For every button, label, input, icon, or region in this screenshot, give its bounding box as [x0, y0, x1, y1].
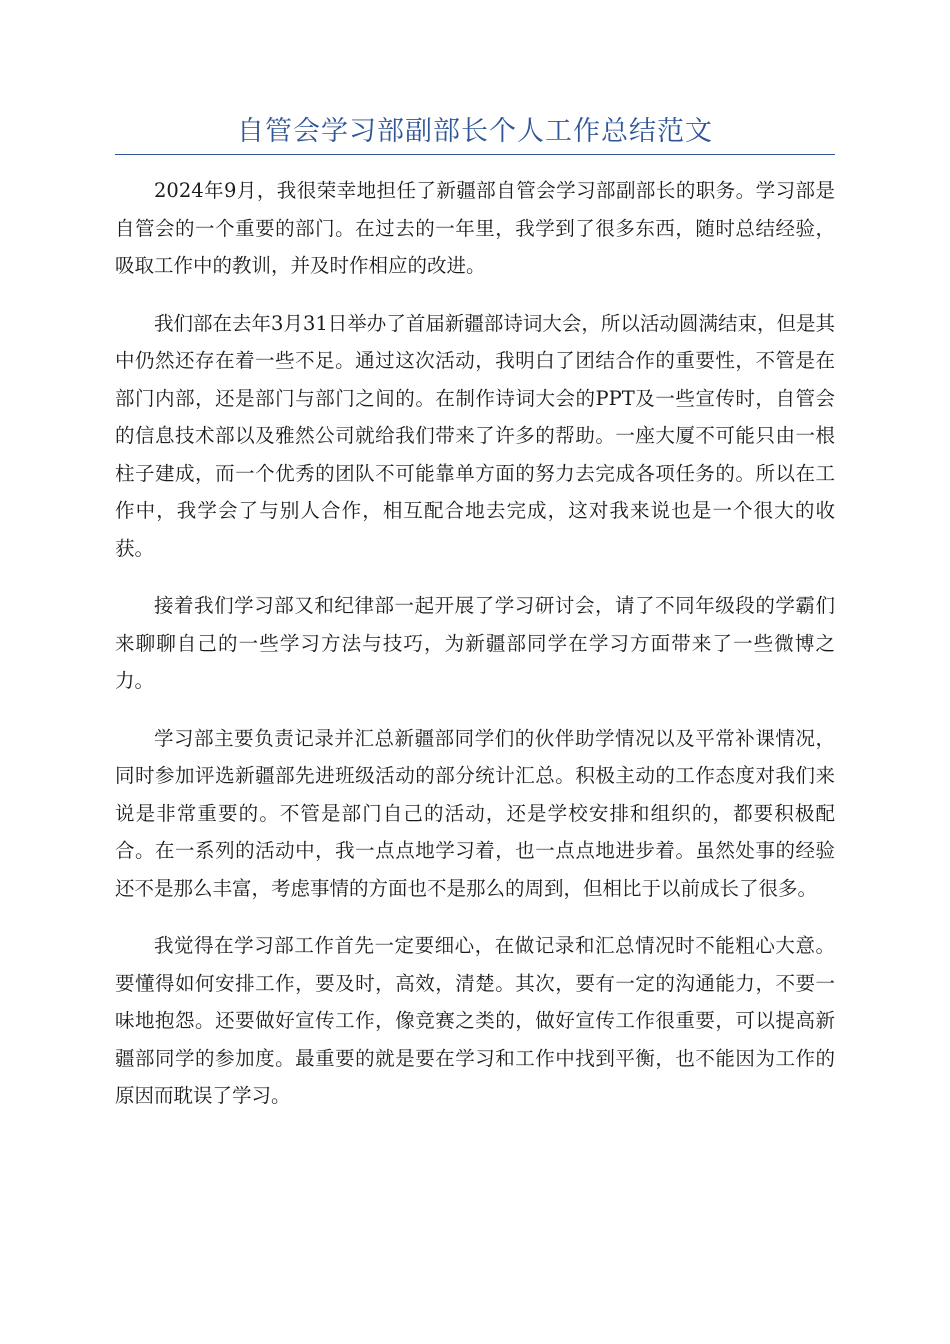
- document-body: [115, 172, 835, 1135]
- paragraph: 我们部在去年3月31日举办了首届新疆部诗词大会，所以活动圆满结束，但是其中仍然还存在着一些不足。通过这次活动，我明白了团结合作的重要性，不管是在部门内部，还是部门与部门之间的。在制作诗词大会的PPT及一些宣传时，自管会的信息技术部以及雅然公司就给我们带来了许多的帮助。一座大厦不可能只由一根柱子建成，而一个优秀的团队不可能靠单方面的努力去完成各项任务的。所以在工作中，我学会了与别人合作，相互配合地去完成，这对我来说也是一个很大的收获。: [115, 311, 835, 560]
- paragraph: 学习部主要负责记录并汇总新疆部同学们的伙伴助学情况以及平常补课情况，同时参加评选新疆部先进班级活动的部分统计汇总。积极主动的工作态度对我们来说是非常重要的。不管是部门自己的活动，还是学校安排和组织的，都要积极配合。在一系列的活动中，我一点点地学习着，也一点点地进步着。虽然处事的经验还不是那么丰富，考虑事情的方面也不是那么的周到，但相比于以前成长了很多。: [115, 726, 835, 900]
- document-title: 自管会学习部副部长个人工作总结范文: [237, 116, 713, 147]
- paragraph: 2024年9月，我很荣幸地担任了新疆部自管会学习部副部长的职务。学习部是自管会的一个重要的部门。在过去的一年里，我学到了很多东西，随时总结经验，吸取工作中的教训，并及时作相应的改进。: [115, 179, 835, 277]
- paragraph: 接着我们学习部又和纪律部一起开展了学习研讨会，请了不同年级段的学霸们来聊聊自己的一些学习方法与技巧，为新疆部同学在学习方面带来了一些微博之力。: [115, 594, 835, 692]
- title-underline: [115, 154, 835, 155]
- paragraph: 我觉得在学习部工作首先一定要细心，在做记录和汇总情况时不能粗心大意。要懂得如何安排工作，要及时，高效，清楚。其次，要有一定的沟通能力，不要一味地抱怨。还要做好宣传工作，像竞赛之类的，做好宣传工作很重要，可以提高新疆部同学的参加度。最重要的就是要在学习和工作中找到平衡，也不能因为工作的原因而耽误了学习。: [115, 934, 835, 1107]
- title-block: [115, 112, 835, 152]
